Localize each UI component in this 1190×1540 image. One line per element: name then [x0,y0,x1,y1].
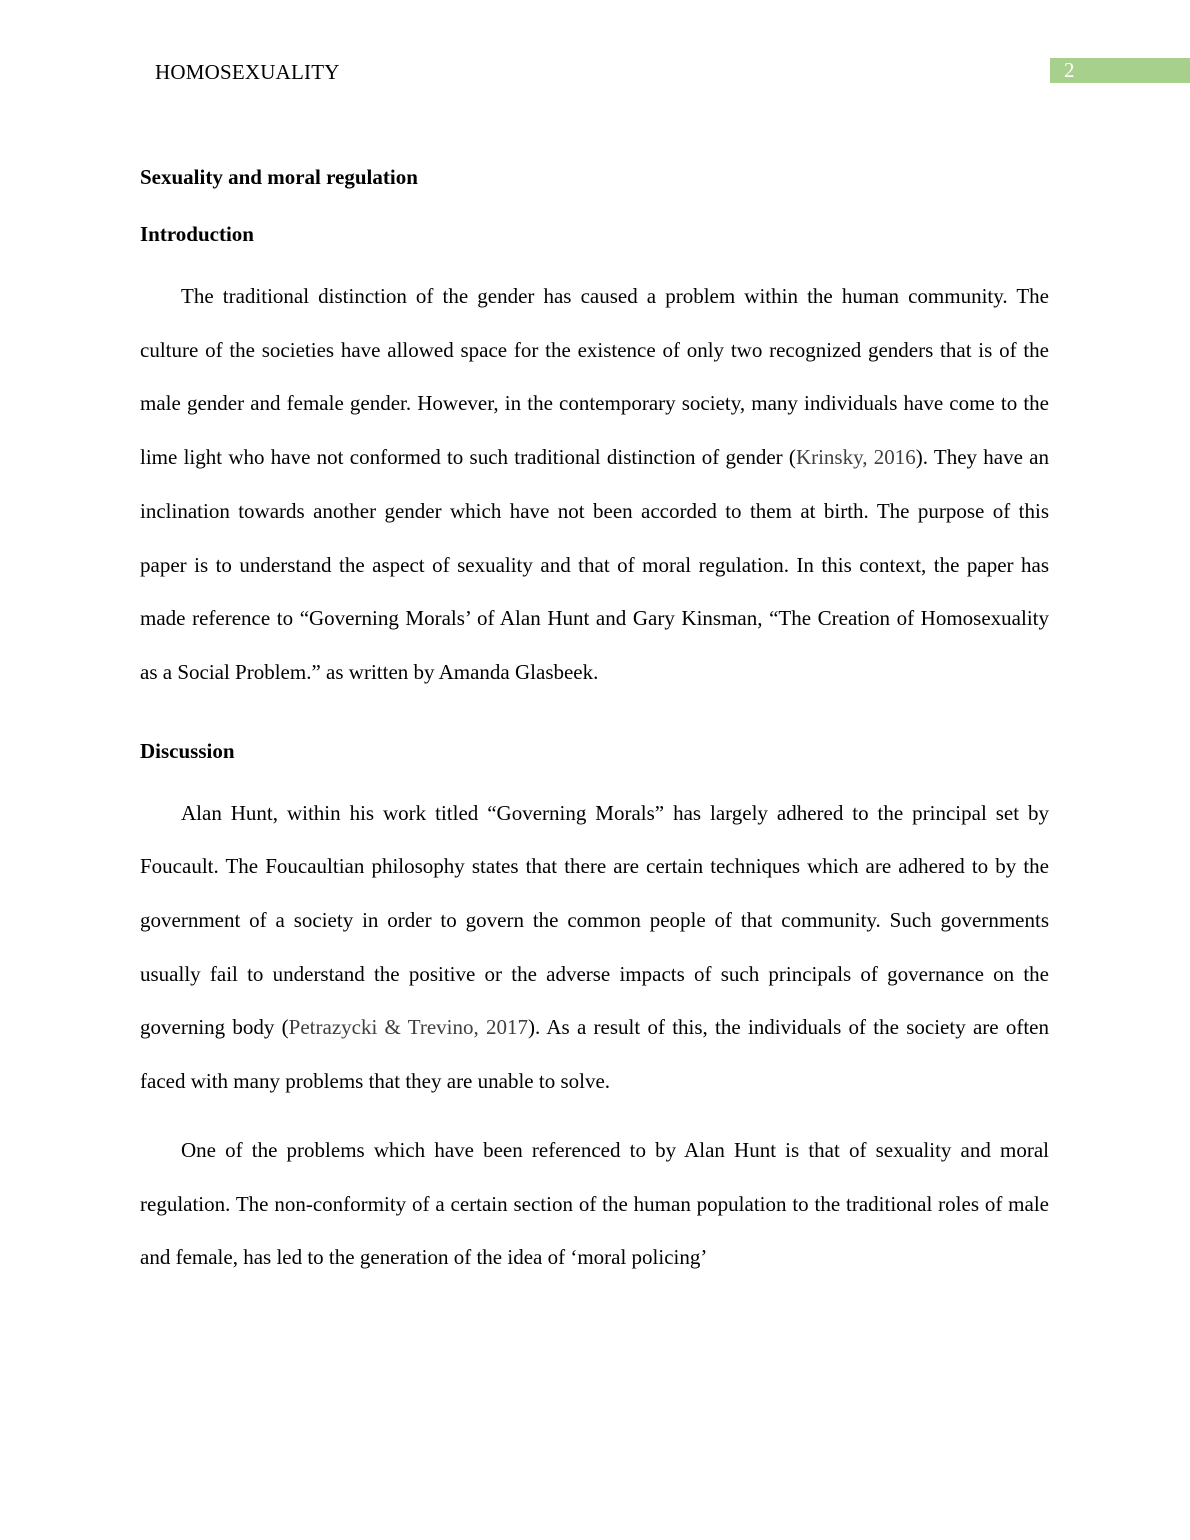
paragraph-text: ). They have an inclination towards another gender which have not been accorded to them at birth. The purpose of this paper is to understand the aspect of sexuality and that of moral regulation. In this context, the paper has made reference to “Governing Morals’ of Alan Hunt and Gary Kinsman, “The Creation of Homosexuality as a Social Problem.” as written by Amanda Glasbeek. [140,445,1049,684]
page-number-bar [1050,58,1190,83]
introduction-paragraph [140,270,1049,700]
document-title: Sexuality and moral regulation [140,165,418,189]
discussion-paragraph-2: One of the problems which have been referenced to by Alan Hunt is that of sexuality and moral regulation. The non-conformity of a certain section of the human population to the traditional roles of male and female, has led to the generation of the idea of ‘moral policing’ [140,1137,1049,1270]
paragraph-text: The traditional distinction of the gender has caused a problem within the human community. The culture of the societies have allowed space for the existence of only two recognized genders that is of the male gender and female gender. However, in the contemporary society, many individuals have come to the lime light who have not conformed to such traditional distinction of gender ( [140,284,1049,470]
paragraph-text: ). As a result of this, the individuals of the society are often faced with many problems that they are unable to solve. [140,1015,1049,1094]
citation: Petrazycki & Trevino, 2017 [288,1015,529,1040]
document-body [140,160,1049,1285]
section-heading-discussion: Discussion [140,738,235,763]
page-number: 2 [1064,58,1075,82]
paragraph-text: Alan Hunt, within his work titled “Governing Morals” has largely adhered to the principal set by Foucault. The Foucaultian philosophy states that there are certain techniques which are adhered to by the government of a society in order to govern the common people of that community. Such governments usually fail to understand the positive or the adverse impacts of such principals of governance on the governing body ( [140,800,1049,1040]
discussion-paragraph-1 [140,787,1049,1109]
running-head: HOMOSEXUALITY [155,60,340,84]
section-heading-introduction: Introduction [140,222,254,246]
citation: Krinsky, 2016 [795,445,916,470]
